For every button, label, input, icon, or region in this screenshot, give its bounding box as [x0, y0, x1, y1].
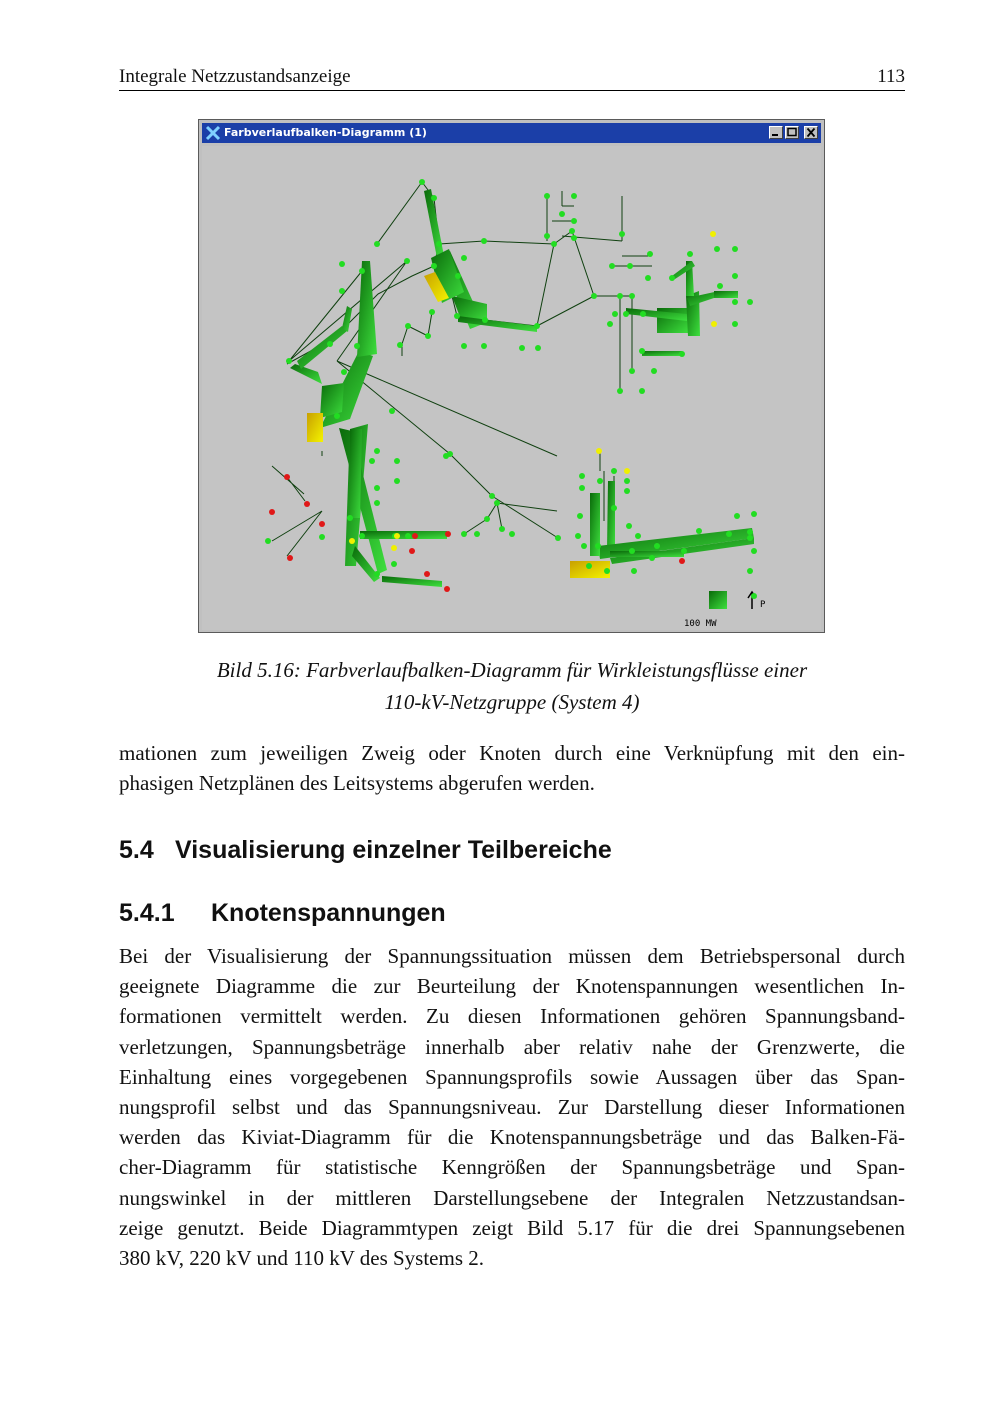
body-line: nungswinkel in der mittleren Darstellungsebene der Integralen Netzzustandsan- — [119, 1185, 905, 1210]
legend-arrow-label: P — [760, 600, 766, 610]
flow-bars — [290, 189, 754, 587]
close-button[interactable] — [804, 126, 818, 139]
body-line: verletzungen, Spannungsbeträge innerhalb aber relativ nahe der Grenzwerte, die — [119, 1034, 905, 1059]
section-title: Visualisierung einzelner Teilbereiche — [175, 836, 612, 864]
maximize-icon — [786, 127, 798, 138]
body-line: zeige genutzt. Beide Diagrammtypen zeigt Bild 5.17 für die drei Spannungsebenen — [119, 1215, 905, 1240]
intro-paragraph — [119, 738, 905, 798]
yellow-nodes — [349, 231, 717, 551]
diagram-window — [198, 119, 825, 633]
window-title: Farbverlaufbalken-Diagramm (1) — [224, 126, 427, 139]
body-line: 380 kV, 220 kV und 110 kV des Systems 2. — [119, 1245, 485, 1270]
body-line: werden das Kiviat-Diagramm für die Knotenspannungsbeträge und das Balken-Fä- — [119, 1125, 905, 1150]
network-graph — [202, 146, 821, 630]
body-line: Bei der Visualisierung der Spannungssituation müssen dem Betriebspersonal durch — [119, 944, 905, 968]
figure-caption-line1: Bild 5.16: Farbverlaufbalken-Diagramm für Wirkleistungsflüsse einer — [216, 658, 808, 682]
body-line: nungsprofil selbst und das Spannungsniveau. Zur Darstellung dieser Informationen — [119, 1094, 905, 1119]
app-x-icon — [205, 125, 221, 141]
body-line: geeignete Diagramme die zur Beurteilung der Knotenspannungen wesentlichen In- — [119, 974, 905, 999]
subsection-number: 5.4.1 — [119, 899, 175, 927]
window-titlebar[interactable] — [202, 123, 821, 143]
body-paragraph — [119, 941, 905, 1273]
minimize-button[interactable] — [769, 126, 783, 139]
header-title: Integrale Netzzustandsanzeige — [119, 66, 351, 87]
subsection-title: Knotenspannungen — [211, 899, 446, 927]
section-number: 5.4 — [119, 836, 154, 864]
network-canvas — [202, 146, 821, 630]
subsection-heading — [119, 899, 446, 928]
section-heading — [119, 836, 612, 865]
running-header — [119, 66, 905, 91]
legend-scale-label: 100 MW — [684, 619, 717, 629]
intro-line: mationen zum jeweiligen Zweig oder Knoten durch eine Verknüpfung mit den ein- — [119, 741, 905, 765]
body-line: cher-Diagramm für statistische Kenngrößen der Spannungsbeträge und Span- — [119, 1155, 905, 1180]
page-number: 113 — [877, 66, 905, 87]
body-line: formationen vermittelt werden. Zu diesen Informationen gehören Spannungsband- — [119, 1004, 905, 1029]
legend-swatch — [709, 591, 727, 609]
body-line: Einhaltung eines vorgegebenen Spannungsprofils sowie Aussagen über das Span- — [119, 1064, 905, 1089]
maximize-button[interactable] — [785, 126, 799, 139]
intro-line: phasigen Netzplänen des Leitsystems abgerufen werden. — [119, 771, 595, 796]
minimize-icon — [770, 127, 782, 138]
close-icon — [805, 127, 817, 138]
figure-caption-line2: 110-kV-Netzgruppe (System 4) — [384, 690, 640, 714]
